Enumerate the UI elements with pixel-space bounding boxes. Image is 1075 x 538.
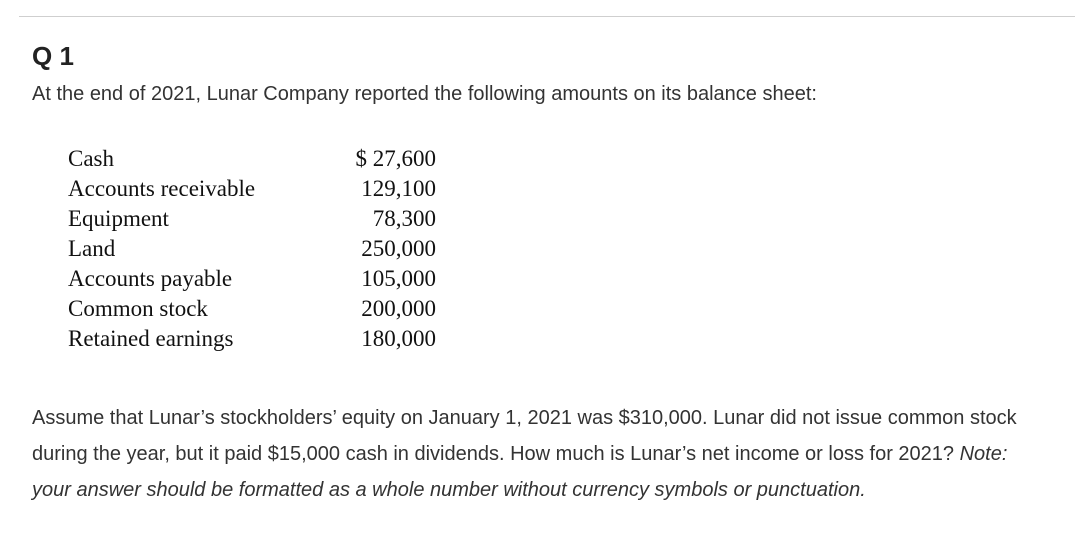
table-row: [68, 324, 436, 354]
item-label: Land: [68, 236, 116, 261]
item-amount: 129,100: [361, 176, 436, 201]
item-amount: 105,000: [361, 266, 436, 291]
top-divider: [19, 16, 1075, 17]
table-row: [68, 144, 436, 174]
item-label: Retained earnings: [68, 326, 234, 351]
question-title: Q 1: [32, 41, 74, 71]
item-label: Common stock: [68, 296, 208, 321]
question-text: Assume that Lunar’s stockholders’ equity on January 1, 2021 was $310,000. Lunar did not issue common stock during the year, but it paid $15,000 cash in dividends. How much is Lunar’s net income or loss for 2021?: [32, 407, 1017, 465]
item-amount: $ 27,600: [355, 146, 436, 171]
table-row: [68, 234, 436, 264]
table-row: [68, 294, 436, 324]
item-label: Cash: [68, 146, 114, 171]
item-label: Equipment: [68, 206, 169, 231]
table-row: [68, 204, 436, 234]
item-amount: 200,000: [361, 296, 436, 321]
item-amount: 78,300: [372, 206, 436, 231]
balance-sheet-table: [68, 144, 436, 354]
question-intro: At the end of 2021, Lunar Company reported the following amounts on its balance sheet:: [32, 83, 817, 105]
table-row: [68, 264, 436, 294]
item-label: Accounts payable: [68, 266, 233, 291]
item-amount: 250,000: [361, 236, 436, 261]
table-row: [68, 174, 436, 204]
question-body: [32, 400, 1042, 508]
answer-format-note: Note: your answer should be formatted as a whole number without currency symbols or punctuation.: [32, 443, 1008, 501]
item-amount: 180,000: [361, 326, 436, 351]
item-label: Accounts receivable: [68, 176, 256, 201]
